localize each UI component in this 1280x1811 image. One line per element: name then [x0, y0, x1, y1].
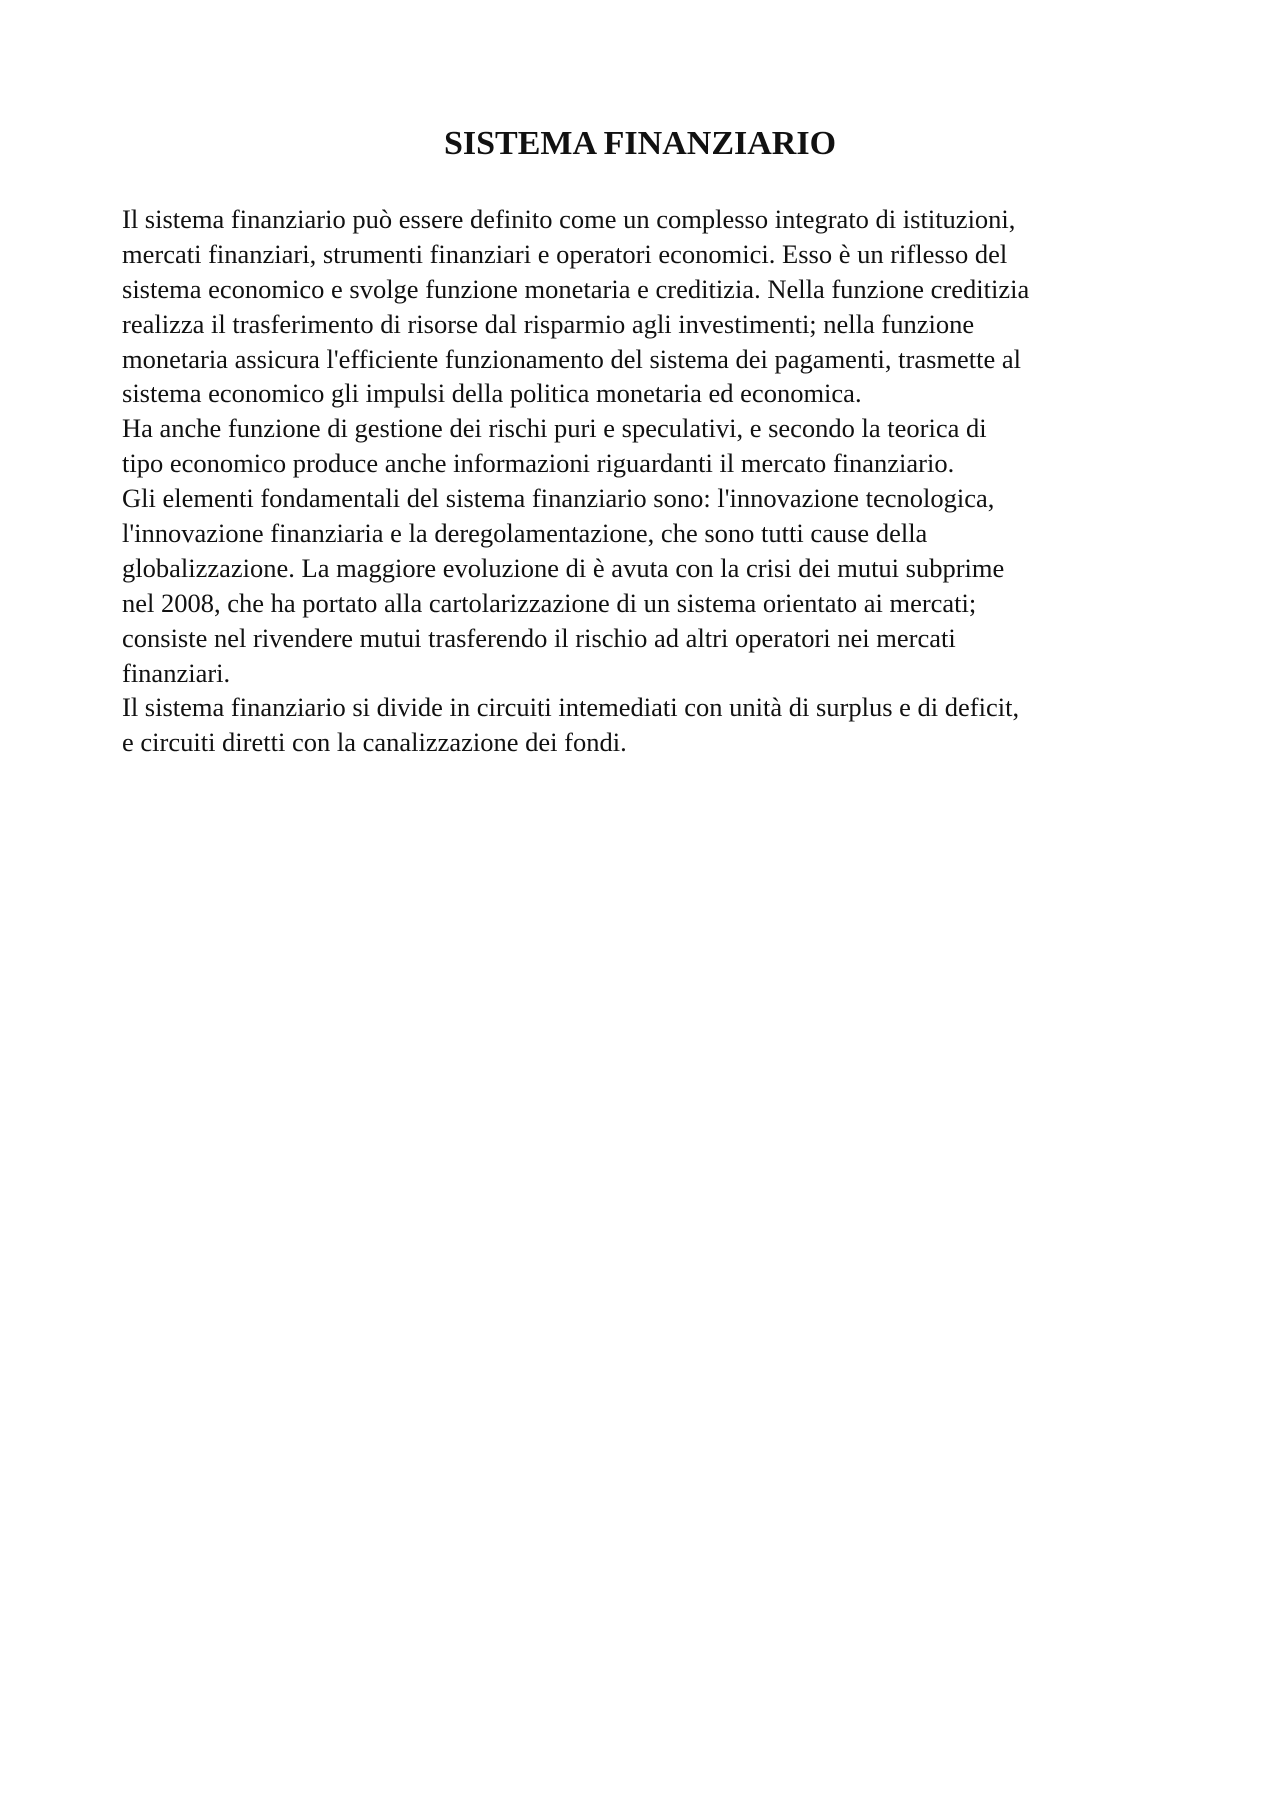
- text-line: finanziari.: [122, 657, 231, 688]
- text-line: Il sistema finanziario si divide in circuiti intemediati con unità di surplus e di deficit,: [122, 692, 1020, 723]
- text-line: Gli elementi fondamentali del sistema finanziario sono: l'innovazione tecnologica,: [122, 483, 995, 514]
- text-line: mercati finanziari, strumenti finanziari e operatori economici. Esso è un riflesso del: [122, 238, 1008, 269]
- text-line: e circuiti diretti con la canalizzazione dei fondi.: [122, 727, 627, 758]
- text-line: nel 2008, che ha portato alla cartolarizzazione di un sistema orientato ai mercati;: [122, 587, 977, 618]
- text-line: globalizzazione. La maggiore evoluzione di è avuta con la crisi dei mutui subprime: [122, 552, 1005, 583]
- text-line: tipo economico produce anche informazioni riguardanti il mercato finanziario.: [122, 448, 955, 479]
- text-line: Il sistema finanziario può essere definito come un complesso integrato di istituzioni,: [122, 204, 1016, 234]
- document-body: [122, 202, 1182, 760]
- text-line: monetaria assicura l'efficiente funzionamento del sistema dei pagamenti, trasmette al: [122, 343, 1022, 374]
- text-line: consiste nel rivendere mutui trasferendo il rischio ad altri operatori nei mercati: [122, 622, 956, 653]
- text-line: realizza il trasferimento di risorse dal risparmio agli investimenti; nella funzione: [122, 308, 975, 339]
- text-line: l'innovazione finanziaria e la deregolamentazione, che sono tutti cause della: [122, 518, 928, 549]
- document-title: SISTEMA FINANZIARIO: [443, 125, 837, 162]
- text-line: sistema economico e svolge funzione monetaria e creditizia. Nella funzione creditizia: [122, 273, 1030, 304]
- text-line: sistema economico gli impulsi della politica monetaria ed economica.: [122, 378, 862, 409]
- text-line: Ha anche funzione di gestione dei rischi puri e speculativi, e secondo la teorica di: [122, 413, 987, 444]
